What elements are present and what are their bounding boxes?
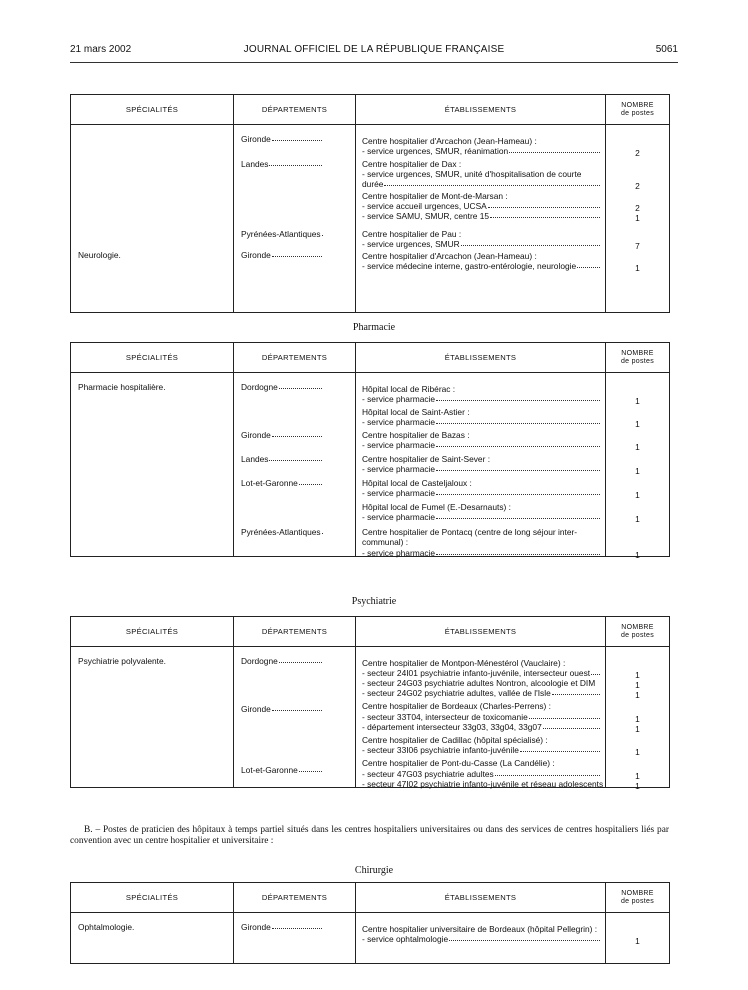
dot-leader — [461, 239, 600, 246]
col-header-etablissements: ÉTABLISSEMENTS — [356, 95, 606, 125]
dot-leader — [436, 512, 600, 519]
etablissement-text: - service urgences, SMUR, réanimation — [362, 146, 509, 156]
etablissement-text: Centre hospitalier de Pontacq (centre de long séjour inter- — [362, 527, 578, 537]
specialite-cell: Psychiatrie polyvalente. — [78, 656, 166, 666]
dot-leader — [520, 745, 600, 752]
dot-leader — [490, 211, 600, 218]
dot-leader — [269, 159, 322, 166]
etablissement-line — [356, 548, 605, 558]
departement-name: Landes — [241, 159, 269, 169]
col-header-de-postes: de postes — [620, 631, 655, 639]
dot-leader — [543, 722, 600, 729]
dot-leader — [269, 454, 322, 461]
etablissement-text: Centre hospitalier de Montpon-Ménestérol (Vauclaire) : — [362, 658, 566, 668]
table-header-row — [71, 883, 670, 913]
etablissement-text: - département intersecteur 33g03, 33g04, 33g07 — [362, 722, 542, 732]
etablissement-text: Hôpital local de Fumel (E.-Desarnauts) : — [362, 502, 511, 512]
nombre-postes-value: 1 — [635, 514, 640, 524]
col-header-departements: DÉPARTEMENTS — [234, 343, 356, 373]
nombre-postes-value: 1 — [635, 490, 640, 500]
nombre-postes-value: 1 — [635, 771, 640, 781]
col-header-de-postes: de postes — [620, 897, 655, 905]
etablissement-text: Centre hospitalier de Dax : — [362, 159, 462, 169]
col-header-nombre: NOMBRE — [621, 623, 654, 631]
etablissement-line — [356, 239, 605, 249]
dot-leader — [279, 382, 322, 389]
departement-cell — [234, 922, 355, 932]
dot-leader — [299, 478, 322, 485]
etablissement-text: - service pharmacie — [362, 440, 436, 450]
etablissement-text: Centre hospitalier d'Arcachon (Jean-Hameau) : — [362, 251, 537, 261]
departement-name: Dordogne — [241, 656, 278, 666]
col-header-nombre-postes — [606, 883, 670, 913]
table-body-row — [71, 125, 670, 313]
etablissement-line — [356, 179, 605, 189]
etablissement-line — [356, 146, 605, 156]
etablissement-line — [356, 211, 605, 221]
page-header — [70, 44, 678, 58]
departement-cell — [234, 704, 355, 714]
specialite-cell: Neurologie. — [78, 250, 121, 260]
etablissement-text: - service médecine interne, gastro-entérologie, neurologie — [362, 261, 577, 271]
dot-leader — [272, 134, 322, 141]
nombre-postes-value: 7 — [635, 241, 640, 251]
etablissement-line — [356, 201, 605, 211]
col-header-departements: DÉPARTEMENTS — [234, 883, 356, 913]
table-pharmacie — [70, 342, 670, 560]
header-date: 21 mars 2002 — [70, 44, 132, 55]
departement-name: Pyrénées-Atlantiques — [241, 229, 321, 239]
dot-leader — [436, 394, 600, 401]
departement-cell — [234, 250, 355, 260]
etablissement-text: Centre hospitalier de Pau : — [362, 229, 462, 239]
etablissement-text: - service pharmacie — [362, 394, 436, 404]
etablissement-text: Hôpital local de Casteljaloux : — [362, 478, 472, 488]
etablissement-line — [356, 440, 605, 450]
departement-cell — [234, 159, 355, 169]
etablissement-text: - secteur 24G03 psychiatrie adultes Nontron, alcoologie et DIM — [362, 678, 596, 688]
etablissement-line — [356, 512, 605, 522]
col-header-specialites: SPÉCIALITÉS — [71, 617, 234, 647]
nombre-postes-value: 1 — [635, 690, 640, 700]
col-header-etablissements: ÉTABLISSEMENTS — [356, 617, 606, 647]
etablissement-text: Centre hospitalier de Bordeaux (Charles-Perrens) : — [362, 701, 551, 711]
etablissement-text: Hôpital local de Saint-Astier : — [362, 407, 470, 417]
dot-leader — [272, 250, 322, 257]
paragraph-b: B. – Postes de praticien des hôpitaux à temps partiel situés dans les centres hospitaliers universitaires ou dans des services de centres hospitaliers liés par convention avec un centre hospitalier et universitaire : — [70, 825, 669, 846]
etablissement-text: Hôpital local de Ribérac : — [362, 384, 456, 394]
etablissement-text: - service accueil urgences, UCSA — [362, 201, 487, 211]
dot-leader — [591, 668, 600, 675]
dot-leader — [436, 440, 600, 447]
col-header-nombre: NOMBRE — [621, 101, 654, 109]
etablissement-line — [356, 136, 605, 146]
dot-leader — [488, 201, 600, 208]
departement-name: Gironde — [241, 250, 271, 260]
etablissement-text: - service SAMU, SMUR, centre 15 — [362, 211, 490, 221]
section-title-chirurgie: Chirurgie — [354, 865, 394, 876]
etablissement-line — [356, 430, 605, 440]
nombre-postes-value: 1 — [635, 781, 640, 791]
col-header-specialites: SPÉCIALITÉS — [71, 883, 234, 913]
departement-name: Landes — [241, 454, 269, 464]
table-urgences-neurologie — [70, 94, 670, 313]
table-header-row — [71, 95, 670, 125]
etablissement-line — [356, 745, 605, 755]
col-header-de-postes: de postes — [620, 109, 655, 117]
etablissement-line — [356, 701, 605, 711]
dot-leader — [272, 704, 322, 711]
table-body-row — [71, 647, 670, 788]
etablissement-line — [356, 261, 605, 271]
etablissement-line — [356, 251, 605, 261]
etablissement-line — [356, 394, 605, 404]
etablissement-text: - service pharmacie — [362, 512, 436, 522]
etablissement-text: - secteur 47I02 psychiatrie infanto-juvénile et réseau adolescents — [362, 779, 604, 789]
etablissement-line — [356, 159, 605, 169]
etablissement-text: - service pharmacie — [362, 417, 436, 427]
etablissement-line — [356, 722, 605, 732]
dot-leader — [449, 934, 600, 941]
nombre-postes-value: 1 — [635, 550, 640, 560]
dot-leader — [577, 261, 600, 268]
nombre-postes-value: 2 — [635, 203, 640, 213]
etablissement-text: - service urgences, SMUR — [362, 239, 460, 249]
table-header-row — [71, 343, 670, 373]
dot-leader — [495, 769, 600, 776]
etablissement-line — [356, 169, 605, 179]
col-header-de-postes: de postes — [620, 357, 655, 365]
etablissement-line — [356, 688, 605, 698]
section-title-pharmacie: Pharmacie — [352, 322, 396, 333]
etablissement-line — [356, 478, 605, 488]
departement-cell — [234, 656, 355, 666]
etablissement-text: Centre hospitalier de Bazas : — [362, 430, 470, 440]
dot-leader — [436, 488, 600, 495]
etablissement-line — [356, 758, 605, 768]
departement-name: Pyrénées-Atlantiques — [241, 527, 321, 537]
table-body-row — [71, 913, 670, 964]
etablissement-text: - secteur 47G03 psychiatrie adultes — [362, 769, 494, 779]
nombre-postes-value: 2 — [635, 181, 640, 191]
etablissement-line — [356, 678, 605, 688]
departement-cell — [234, 229, 355, 239]
col-header-nombre: NOMBRE — [621, 889, 654, 897]
etablissement-line — [356, 668, 605, 678]
col-header-nombre-postes — [606, 617, 670, 647]
dot-leader — [299, 765, 322, 772]
etablissement-text: - service pharmacie — [362, 464, 436, 474]
dot-leader — [436, 548, 600, 555]
etablissement-line — [356, 527, 605, 537]
etablissement-text: - secteur 33I06 psychiatrie infanto-juvénile — [362, 745, 519, 755]
etablissement-line — [356, 502, 605, 512]
dot-leader — [552, 688, 600, 695]
dot-leader — [436, 417, 600, 424]
etablissement-text: - secteur 33T04, intersecteur de toxicomanie — [362, 712, 528, 722]
col-header-departements: DÉPARTEMENTS — [234, 95, 356, 125]
section-title-psychiatrie: Psychiatrie — [351, 596, 397, 607]
etablissement-line — [356, 735, 605, 745]
nombre-postes-value: 1 — [635, 213, 640, 223]
departement-name: Gironde — [241, 134, 271, 144]
departement-name: Gironde — [241, 922, 271, 932]
dot-leader — [529, 712, 600, 719]
nombre-postes-value: 1 — [635, 936, 640, 946]
etablissement-line — [356, 488, 605, 498]
etablissement-text: Centre hospitalier d'Arcachon (Jean-Hameau) : — [362, 136, 537, 146]
table-chirurgie — [70, 882, 670, 964]
nombre-postes-value: 1 — [635, 466, 640, 476]
header-journal-title: JOURNAL OFFICIEL DE LA RÉPUBLIQUE FRANÇAISE — [243, 44, 505, 55]
etablissement-line — [356, 769, 605, 779]
etablissement-text: Centre hospitalier universitaire de Bordeaux (hôpital Pellegrin) : — [362, 924, 598, 934]
departement-cell — [234, 527, 355, 537]
departement-cell — [234, 430, 355, 440]
col-header-etablissements: ÉTABLISSEMENTS — [356, 343, 606, 373]
col-header-specialites: SPÉCIALITÉS — [71, 343, 234, 373]
etablissement-text: - service pharmacie — [362, 488, 436, 498]
departement-name: Dordogne — [241, 382, 278, 392]
col-header-etablissements: ÉTABLISSEMENTS — [356, 883, 606, 913]
departement-cell — [234, 454, 355, 464]
etablissement-line — [356, 407, 605, 417]
etablissement-line — [356, 417, 605, 427]
etablissement-line — [356, 779, 605, 789]
col-header-specialites: SPÉCIALITÉS — [71, 95, 234, 125]
nombre-postes-value: 1 — [635, 747, 640, 757]
nombre-postes-value: 1 — [635, 714, 640, 724]
col-header-departements: DÉPARTEMENTS — [234, 617, 356, 647]
etablissement-text: durée — [362, 179, 384, 189]
etablissement-line — [356, 934, 605, 944]
nombre-postes-value: 1 — [635, 680, 640, 690]
dot-leader — [436, 464, 600, 471]
departement-cell — [234, 382, 355, 392]
etablissement-text: - service urgences, SMUR, unité d'hospitalisation de courte — [362, 169, 582, 179]
nombre-postes-value: 1 — [635, 442, 640, 452]
departement-cell — [234, 134, 355, 144]
nombre-postes-value: 1 — [635, 396, 640, 406]
etablissement-line — [356, 384, 605, 394]
header-page-number: 5061 — [655, 44, 678, 55]
col-header-nombre-postes — [606, 343, 670, 373]
etablissement-line — [356, 658, 605, 668]
dot-leader — [272, 922, 322, 929]
departement-cell — [234, 478, 355, 488]
nombre-postes-value: 2 — [635, 148, 640, 158]
etablissement-text: - secteur 24I01 psychiatrie infanto-juvénile, intersecteur ouest — [362, 668, 591, 678]
table-body-row — [71, 373, 670, 557]
specialite-cell: Pharmacie hospitalière. — [78, 382, 166, 392]
departement-name: Gironde — [241, 704, 271, 714]
nombre-postes-value: 1 — [635, 419, 640, 429]
etablissement-line — [356, 924, 605, 934]
nombre-postes-value: 1 — [635, 263, 640, 273]
dot-leader — [384, 179, 600, 186]
etablissement-text: - service ophtalmologie — [362, 934, 449, 944]
col-header-nombre: NOMBRE — [621, 349, 654, 357]
departement-cell — [234, 765, 355, 775]
etablissement-text: Centre hospitalier de Cadillac (hôpital spécialisé) : — [362, 735, 548, 745]
col-header-nombre-postes — [606, 95, 670, 125]
departement-name: Lot-et-Garonne — [241, 478, 298, 488]
etablissement-line — [356, 229, 605, 239]
etablissement-line — [356, 537, 605, 547]
header-rule — [70, 62, 678, 63]
dot-leader — [272, 430, 322, 437]
etablissement-line — [356, 712, 605, 722]
etablissement-line — [356, 454, 605, 464]
etablissement-line — [356, 464, 605, 474]
etablissement-text: - service pharmacie — [362, 548, 436, 558]
specialite-cell: Ophtalmologie. — [78, 922, 135, 932]
departement-name: Gironde — [241, 430, 271, 440]
etablissement-text: Centre hospitalier de Saint-Sever : — [362, 454, 491, 464]
table-header-row — [71, 617, 670, 647]
nombre-postes-value: 1 — [635, 670, 640, 680]
etablissement-text: - secteur 24G02 psychiatrie adultes, vallée de l'Isle — [362, 688, 551, 698]
etablissement-text: Centre hospitalier de Pont-du-Casse (La Candélie) : — [362, 758, 555, 768]
dot-leader — [279, 656, 322, 663]
etablissement-text: Centre hospitalier de Mont-de-Marsan : — [362, 191, 508, 201]
nombre-postes-value: 1 — [635, 724, 640, 734]
departement-name: Lot-et-Garonne — [241, 765, 298, 775]
table-psychiatrie — [70, 616, 670, 791]
etablissement-text: communal) : — [362, 537, 409, 547]
etablissement-line — [356, 191, 605, 201]
dot-leader — [509, 146, 600, 153]
